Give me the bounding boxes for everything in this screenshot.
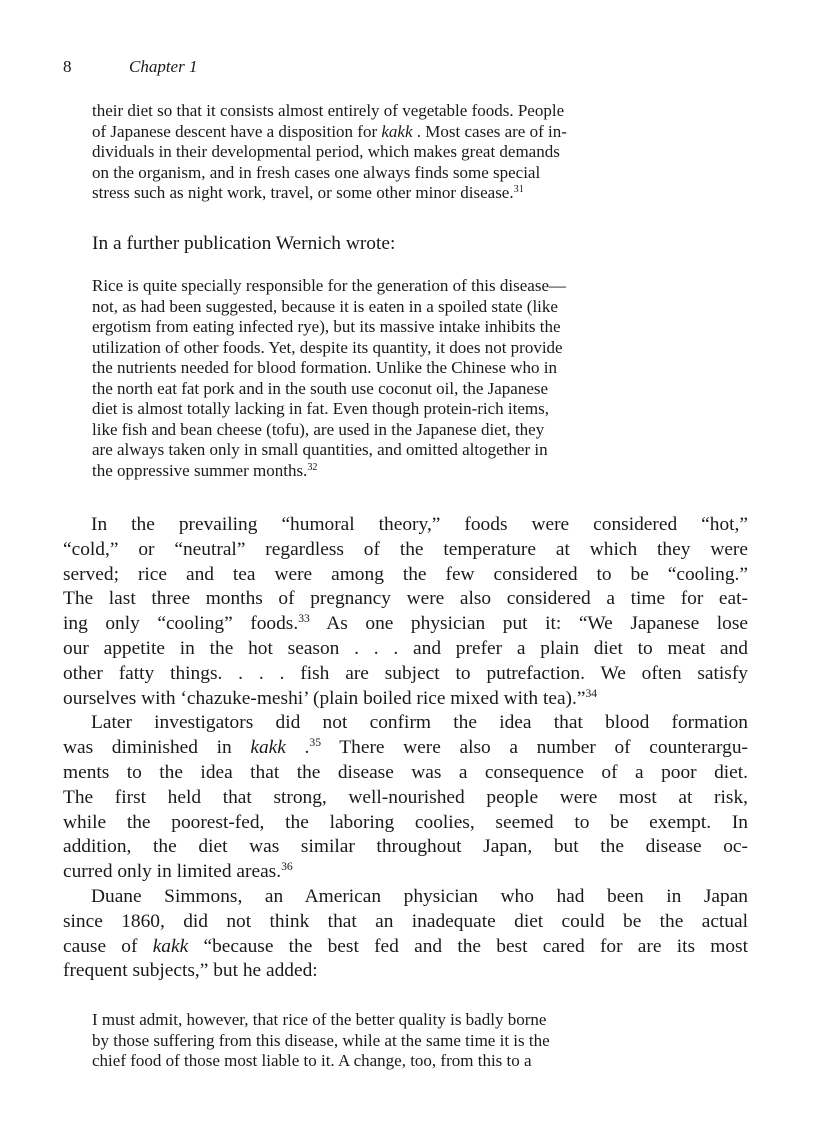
text-line: utilization of other foods. Yet, despite its quantity, it does not provide (92, 337, 563, 357)
text-line: by those suffering from this disease, while at the same time it is the (92, 1030, 550, 1050)
footnote-ref: 35 (309, 736, 321, 750)
text-line: chief food of those most liable to it. A change, too, from this to a (92, 1051, 532, 1070)
italic-term: kakk (250, 737, 286, 759)
italic-term: kakk (381, 121, 413, 141)
text-line: stress such as night work, travel, or some other minor disease.$^{31}$ (92, 183, 524, 202)
text-line: our appetite in the hot season . . . and prefer a plain diet to meat and (63, 637, 748, 659)
text-line: while the poorest-fed, the laboring coolies, seemed to be exempt. In (63, 811, 748, 833)
footnote-ref: 36 (281, 860, 293, 874)
text-line: the nutrients needed for blood formation. Unlike the Chinese who in (92, 358, 558, 377)
text-line: ing only “cooling” foods.$^{33}$ As one physician put it: “We Japanese lose (63, 612, 749, 635)
text-line: The last three months of pregnancy were also considered a time for eat- (63, 588, 748, 610)
text-line: addition, the diet was similar throughout Japan, but the disease oc- (63, 836, 748, 858)
block-quote-1 (92, 101, 722, 204)
text-line: are always taken only in small quantities, and omitted altogether in (92, 440, 548, 459)
text-line: Later investigators did not confirm the idea that blood formation (91, 712, 748, 734)
text-line: their diet so that it consists almost entirely of vegetable foods. People (92, 101, 565, 120)
body-paragraphs (63, 513, 748, 984)
text-line: not, as had been suggested, because it is eaten in a spoiled state (like (92, 296, 558, 316)
footnote-ref: 32 (307, 461, 318, 473)
text-line: ergotism from eating infected rye), but its massive intake inhibits the (92, 317, 561, 336)
text-line: served; rice and tea were among the few considered to be “cooling.” (63, 563, 748, 585)
text-line: I must admit, however, that rice of the better quality is badly borne (92, 1010, 547, 1029)
text-line: cause of kakk “because the best fed and the best cared for are its most (63, 935, 748, 957)
block-quote-3 (92, 1010, 722, 1072)
block-quote-2 (92, 276, 722, 481)
text-line: curred only in limited areas.$^{36}$ (63, 860, 293, 883)
text-line: Rice is quite specially responsible for the generation of this disease— (92, 276, 566, 295)
text-line: other fatty things. . . . fish are subject to putrefaction. We often satisfy (63, 662, 748, 684)
text-line: dividuals in their developmental period, which makes great demands (92, 142, 560, 161)
text-line: Duane Simmons, an American physician who had been in Japan (91, 885, 748, 907)
text-line: on the organism, and in fresh cases one always finds some special (92, 162, 541, 182)
text-line: the north eat fat pork and in the south use coconut oil, the Japanese (92, 378, 549, 398)
text-line: of Japanese descent have a disposition for kakk . Most cases are of in- (92, 121, 567, 141)
text-line: since 1860, did not think that an inadequate diet could be the actual (63, 910, 748, 932)
text-line: The first held that strong, well-nourished people were most at risk, (63, 786, 748, 808)
text-line: ments to the idea that the disease was a consequence of a poor diet. (63, 761, 748, 783)
text-line: diet is almost totally lacking in fat. Even though protein-rich items, (92, 399, 550, 418)
text-line: frequent subjects,” but he added: (63, 960, 318, 982)
text-line: ourselves with ‘chazuke-meshi’ (plain boiled rice mixed with tea).”$^{34}$ (63, 686, 598, 709)
lead-in-paragraph: In a further publication Wernich wrote: (92, 233, 396, 254)
italic-term: kakk (152, 935, 189, 957)
text-line: In the prevailing “humoral theory,” foods were considered “hot,” (91, 514, 748, 535)
chapter-title: Chapter 1 (129, 57, 198, 76)
footnote-ref: 33 (298, 612, 310, 626)
text-line: was diminished in kakk .$^{35}$ There were also a number of counterargu- (63, 736, 748, 759)
text-line: like fish and bean cheese (tofu), are used in the Japanese diet, they (92, 419, 545, 439)
page-number: 8 (63, 57, 72, 76)
running-head (63, 56, 197, 78)
text-line: the oppressive summer months.$^{32}$ (92, 460, 318, 480)
footnote-ref: 34 (585, 686, 598, 700)
text-line: “cold,” or “neutral” regardless of the temperature at which they were (63, 538, 748, 560)
footnote-ref: 31 (513, 183, 524, 195)
